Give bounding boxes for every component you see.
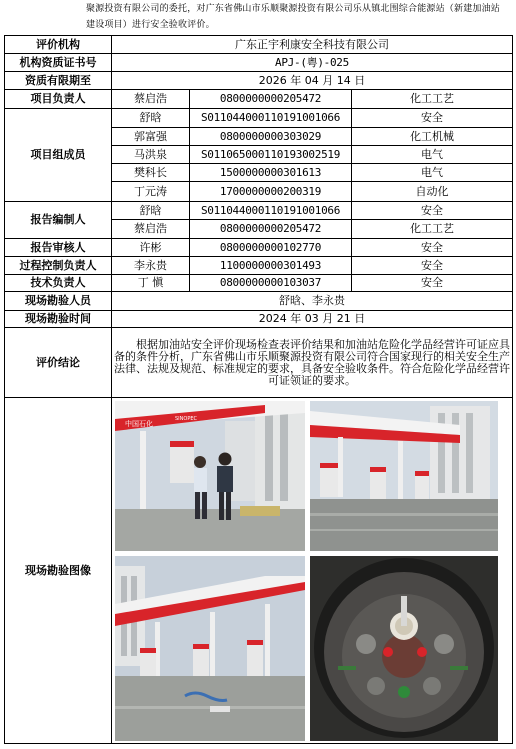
team-member-number: 1700000000200319 (190, 182, 352, 202)
report-writer-label: 报告编制人 (5, 202, 112, 239)
site-images-label: 现场勘验图像 (5, 398, 112, 744)
team-member-name: 马洪泉 (112, 146, 190, 164)
site-photo-canopy (115, 556, 305, 741)
evaluation-agency-label: 评价机构 (5, 36, 112, 54)
validity-label: 资质有限期至 (5, 72, 112, 90)
evaluation-table (4, 35, 513, 744)
project-leader-specialty: 化工工艺 (352, 90, 513, 109)
team-member-name: 舒晗 (112, 109, 190, 128)
certificate-value: APJ-(粤)-025 (112, 54, 513, 72)
team-member-specialty: 电气 (352, 164, 513, 182)
site-photo-tank-manway (310, 556, 498, 741)
tech-leader-name: 丁 愼 (112, 275, 190, 292)
project-leader-name: 蔡启浩 (112, 90, 190, 109)
conclusion-text (112, 328, 513, 398)
site-photo-inspectors-image (115, 401, 305, 551)
team-member-number: S011044000110191001066 (190, 109, 352, 128)
team-member-specialty: 电气 (352, 146, 513, 164)
site-photo-canopy-image (115, 556, 305, 741)
evaluation-agency-value: 广东正宇利康安全科技有限公司 (112, 36, 513, 54)
canopy-brand-text: SINOPEC (175, 416, 197, 422)
site-time-label: 现场勘验时间 (5, 311, 112, 328)
site-photo-tank-manway-image (310, 556, 498, 741)
team-member-specialty: 安全 (352, 109, 513, 128)
process-control-specialty: 安全 (352, 257, 513, 275)
report-writer-number: S011044000110191001066 (190, 202, 352, 220)
team-member-number: S011065000110193002519 (190, 146, 352, 164)
site-staff-label: 现场勘验人员 (5, 292, 112, 311)
site-time-value: 2024 年 03 月 21 日 (112, 311, 513, 328)
tech-leader-number: 0800000000103037 (190, 275, 352, 292)
report-writer-number: 0800000000205472 (190, 220, 352, 239)
tech-leader-specialty: 安全 (352, 275, 513, 292)
report-writer-name: 蔡启浩 (112, 220, 190, 239)
tech-leader-label: 技术负责人 (5, 275, 112, 292)
conclusion-body: 根据加油站安全评价现场检查表评价结果和加油站危险化学品经营许可证应具备的条件分析，广东省佛山市乐顺聚源投资有限公司符合国家现行的相关安全生产法律、法规及规范、标准规定的要求，具备安全验收条件。符合危险化学品经营许可证领证的要求。 (114, 337, 510, 387)
report-reviewer-specialty: 安全 (352, 239, 513, 257)
process-control-number: 1100000000301493 (190, 257, 352, 275)
site-photo-forecourt (310, 401, 498, 551)
report-writer-specialty: 安全 (352, 202, 513, 220)
team-member-name: 丁元涛 (112, 182, 190, 202)
certificate-label: 机构资质证书号 (5, 54, 112, 72)
report-writer-specialty: 化工工艺 (352, 220, 513, 239)
team-member-name: 樊科长 (112, 164, 190, 182)
team-label: 项目组成员 (5, 109, 112, 202)
team-member-specialty: 自动化 (352, 182, 513, 202)
site-photo-inspectors (115, 401, 305, 551)
site-staff-value: 舒晗、李永贵 (112, 292, 513, 311)
report-reviewer-label: 报告审核人 (5, 239, 112, 257)
process-control-label: 过程控制负责人 (5, 257, 112, 275)
process-control-name: 李永贵 (112, 257, 190, 275)
team-member-number: 0800000000303029 (190, 128, 352, 146)
validity-value: 2026 年 04 月 14 日 (112, 72, 513, 90)
site-photo-grid (112, 398, 512, 743)
report-reviewer-number: 0800000000102770 (190, 239, 352, 257)
report-reviewer-name: 许彬 (112, 239, 190, 257)
conclusion-label: 评价结论 (5, 328, 112, 398)
team-member-specialty: 化工机械 (352, 128, 513, 146)
project-leader-number: 0800000000205472 (190, 90, 352, 109)
project-leader-label: 项目负责人 (5, 90, 112, 109)
intro-paragraph: 聚源投资有限公司的委托，对广东省佛山市乐顺聚源投资有限公司乐从镇北围综合能源站（新建加油站建设项目）进行安全验收评价。 (86, 4, 501, 30)
team-member-name: 郭富强 (112, 128, 190, 146)
site-photo-forecourt-image (310, 401, 498, 551)
team-member-number: 1500000000301613 (190, 164, 352, 182)
report-writer-name: 舒晗 (112, 202, 190, 220)
canopy-sign-text: 中国石化 (125, 420, 153, 428)
